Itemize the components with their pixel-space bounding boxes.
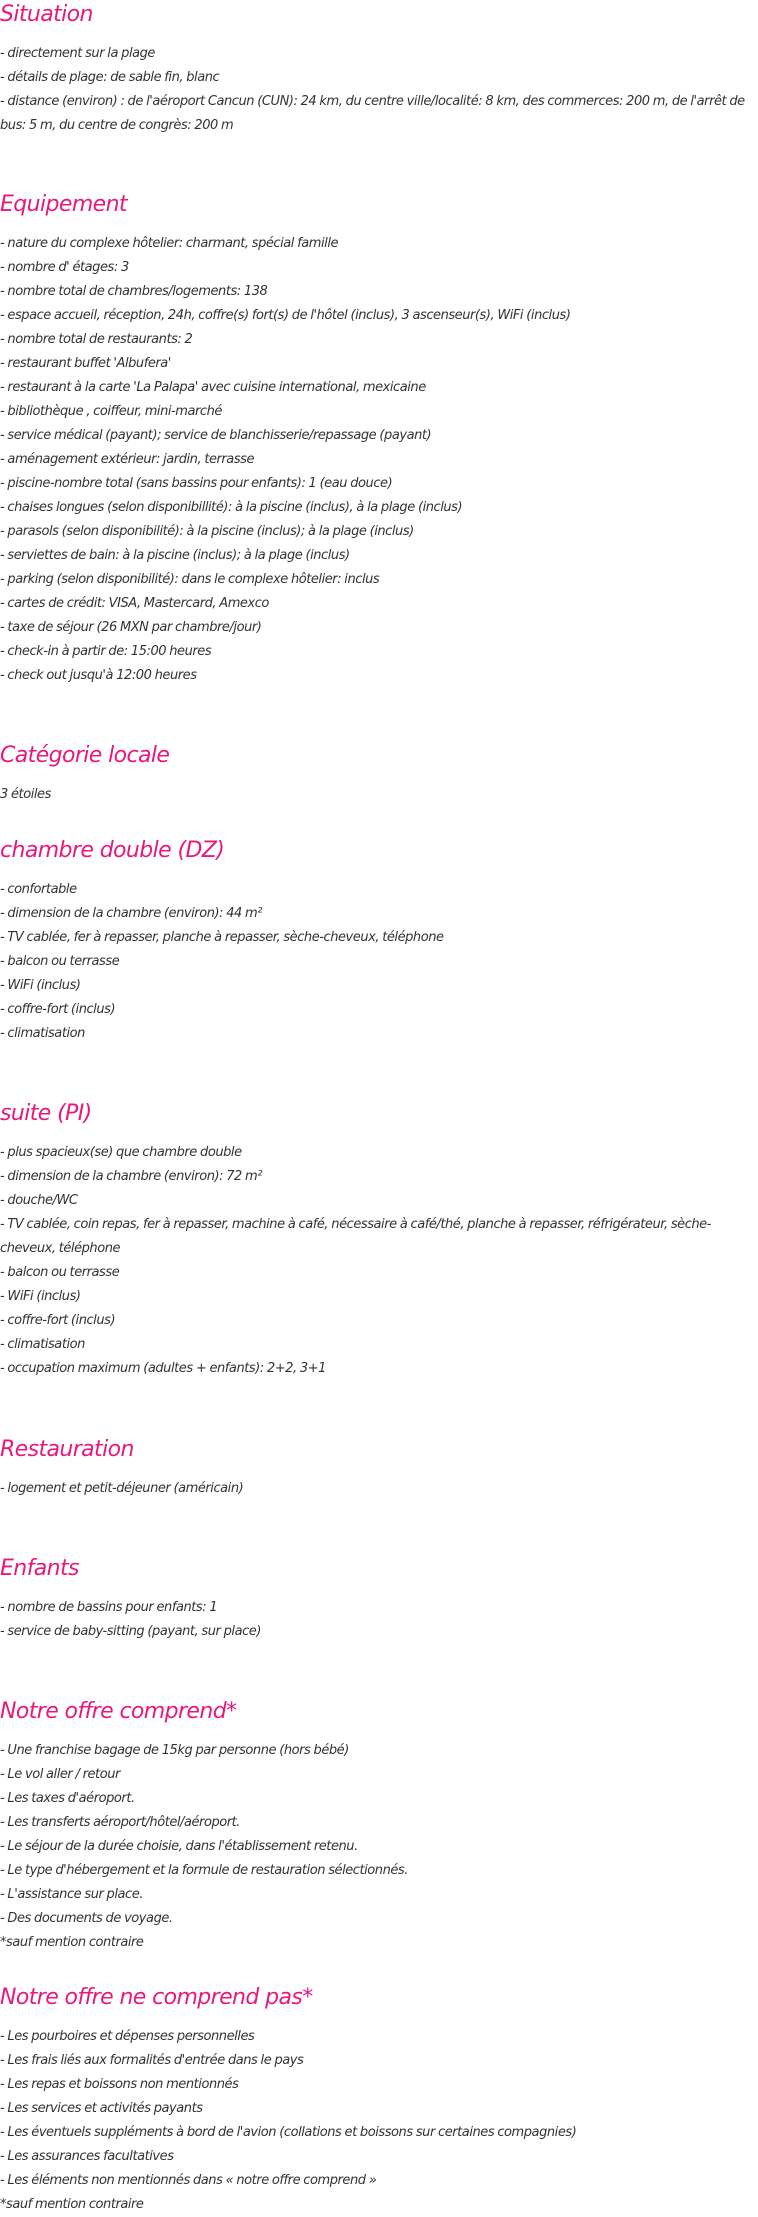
list-item: - dimension de la chambre (environ): 44 m² [0,906,263,921]
section-body [0,783,758,807]
list-item: - parking (selon disponibilité): dans le complexe hôtelier: inclus [0,572,380,587]
list-item: - Une franchise bagage de 15kg par personne (hors bébé) [0,1743,349,1758]
section-body [0,1477,758,1501]
list-item: - check out jusqu'à 12:00 heures [0,668,197,683]
section-chambre-double [0,836,758,1046]
section-equipement [0,190,758,688]
section-title: Situation [0,2,93,27]
list-item: - nature du complexe hôtelier: charmant, spécial famille [0,236,339,251]
list-item: - Les repas et boissons non mentionnés [0,2077,239,2092]
section-title: Enfants [0,1556,79,1581]
section-enfants [0,1554,758,1644]
list-item: - service de baby-sitting (payant, sur place) [0,1624,261,1639]
list-item: - coffre-fort (inclus) [0,1313,116,1328]
list-item: - serviettes de bain: à la piscine (inclus); à la plage (inclus) [0,548,350,563]
list-item: - plus spacieux(se) que chambre double [0,1145,242,1160]
list-item: - Les frais liés aux formalités d'entrée dans le pays [0,2053,304,2068]
section-categorie-locale [0,741,758,807]
section-restauration [0,1435,758,1501]
list-item: - Les pourboires et dépenses personnelles [0,2029,255,2044]
list-item: - parasols (selon disponibilité): à la piscine (inclus); à la plage (inclus) [0,524,414,539]
list-item: - Les transferts aéroport/hôtel/aéroport. [0,1815,240,1830]
list-item: - taxe de séjour (26 MXN par chambre/jour) [0,620,262,635]
section-offre-comprend [0,1697,758,1955]
list-item: - directement sur la plage [0,46,155,61]
list-item: - L'assistance sur place. [0,1887,143,1902]
section-body [0,2025,758,2217]
section-suite [0,1099,758,1381]
list-item: - cartes de crédit: VISA, Mastercard, Amexco [0,596,269,611]
list-item: - nombre total de restaurants: 2 [0,332,193,347]
section-body [0,1596,758,1644]
list-item: - WiFi (inclus) [0,978,81,993]
section-title: Equipement [0,192,127,217]
section-situation [0,0,758,138]
list-item: - service médical (payant); service de blanchisserie/repassage (payant) [0,428,432,443]
list-item: - Les éléments non mentionnés dans « notre offre comprend » [0,2173,377,2188]
section-body [0,878,758,1046]
list-item: - chaises longues (selon disponibillité): à la piscine (inclus), à la plage (inclus) [0,500,463,515]
list-item: - Le vol aller / retour [0,1767,120,1782]
list-item: - bibliothèque , coiffeur, mini-marché [0,404,222,419]
section-body [0,1739,758,1955]
list-item: - climatisation [0,1337,85,1352]
section-title: Catégorie locale [0,743,170,768]
footnote: *sauf mention contraire [0,2197,144,2212]
list-item: - restaurant buffet 'Albufera' [0,356,171,371]
list-item: - distance (environ) : de l'aéroport Cancun (CUN): 24 km, du centre ville/localité: 8 km, des commerces: 200 m, de l'arrêt de bus: 5 m, du centre de congrès: 200 m [0,94,745,133]
list-item: - Les taxes d'aéroport. [0,1791,135,1806]
section-body [0,1141,758,1381]
list-item: - WiFi (inclus) [0,1289,81,1304]
list-item: - détails de plage: de sable fin, blanc [0,70,220,85]
list-item: - restaurant à la carte 'La Palapa' avec cuisine international, mexicaine [0,380,426,395]
section-body [0,232,758,688]
list-item: - Le type d'hébergement et la formule de restauration sélectionnés. [0,1863,408,1878]
list-item: - Les éventuels suppléments à bord de l'avion (collations et boissons sur certaines compagnies) [0,2125,577,2140]
list-item: - nombre total de chambres/logements: 138 [0,284,268,299]
list-item: - aménagement extérieur: jardin, terrasse [0,452,255,467]
list-item: - check-in à partir de: 15:00 heures [0,644,212,659]
section-title: Notre offre comprend* [0,1699,237,1724]
list-item: - Les services et activités payants [0,2101,203,2116]
list-item: - douche/WC [0,1193,78,1208]
list-item: - logement et petit-déjeuner (américain) [0,1481,244,1496]
list-item: - Les assurances facultatives [0,2149,174,2164]
list-item: - espace accueil, réception, 24h, coffre(s) fort(s) de l'hôtel (inclus), 3 ascenseur(s), WiFi (inclus) [0,308,571,323]
list-item: - Le séjour de la durée choisie, dans l'établissement retenu. [0,1839,358,1854]
section-title: Restauration [0,1437,134,1462]
list-item: - nombre d' étages: 3 [0,260,129,275]
list-item: - TV cablée, coin repas, fer à repasser, machine à café, nécessaire à café/thé, planche à repasser, réfrigérateur, sèche-cheveux, téléphone [0,1217,711,1256]
list-item: - nombre de bassins pour enfants: 1 [0,1600,218,1615]
list-item: - Des documents de voyage. [0,1911,173,1926]
list-item: - balcon ou terrasse [0,1265,120,1280]
list-item: - TV cablée, fer à repasser, planche à repasser, sèche-cheveux, téléphone [0,930,444,945]
list-item: - balcon ou terrasse [0,954,120,969]
section-title: chambre double (DZ) [0,838,225,863]
section-offre-ne-comprend-pas [0,1983,758,2217]
list-item: - piscine-nombre total (sans bassins pour enfants): 1 (eau douce) [0,476,393,491]
footnote: *sauf mention contraire [0,1935,144,1950]
list-item: - occupation maximum (adultes + enfants): 2+2, 3+1 [0,1361,326,1376]
section-title: Notre offre ne comprend pas* [0,1985,313,2010]
list-item: - climatisation [0,1026,85,1041]
list-item: 3 étoiles [0,787,51,802]
section-title: suite (PI) [0,1101,92,1126]
list-item: - dimension de la chambre (environ): 72 m² [0,1169,263,1184]
list-item: - coffre-fort (inclus) [0,1002,116,1017]
section-body [0,42,758,138]
list-item: - confortable [0,882,77,897]
